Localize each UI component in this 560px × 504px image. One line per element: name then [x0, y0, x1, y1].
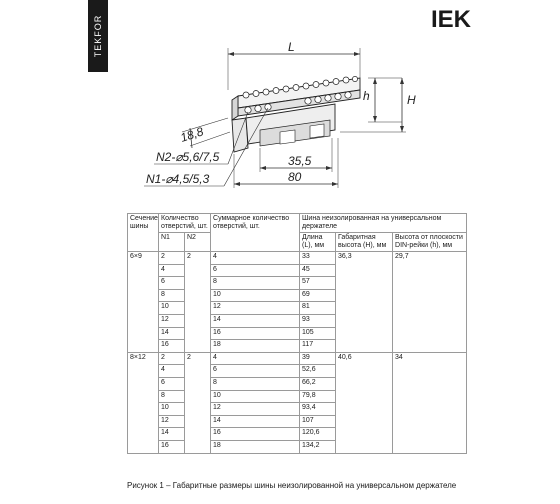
- figure-caption: Рисунок 1 – Габаритные размеры шины неизолированной на универсальном держателе: [127, 481, 457, 490]
- table-row: [128, 352, 467, 365]
- cell-n1: 10: [159, 302, 185, 315]
- spec-table: [127, 213, 467, 454]
- cell-section: 6×9: [128, 252, 159, 353]
- header-length: Длина (L), мм: [300, 233, 336, 252]
- cell-total: 14: [211, 415, 300, 428]
- cell-n1: 16: [159, 440, 185, 453]
- header-overall-height: Габаритная высота (H), мм: [336, 233, 393, 252]
- cell-n1: 8: [159, 289, 185, 302]
- cell-total: 6: [211, 365, 300, 378]
- dim-label-rail: 35,5: [288, 154, 312, 168]
- cell-n1: 14: [159, 327, 185, 340]
- cell-length: 52,6: [300, 365, 336, 378]
- cell-length: 107: [300, 415, 336, 428]
- cell-n1: 12: [159, 314, 185, 327]
- dim-label-depth: 18,8: [178, 124, 206, 145]
- cell-total: 12: [211, 302, 300, 315]
- header-section: Сечение шины: [128, 214, 159, 252]
- cell-n1: 6: [159, 377, 185, 390]
- cell-total: 10: [211, 390, 300, 403]
- brand-vertical-label: TEKFOR: [93, 14, 103, 58]
- cell-total: 18: [211, 340, 300, 353]
- cell-n1: 2: [159, 252, 185, 265]
- cell-total: 16: [211, 428, 300, 441]
- cell-length: 45: [300, 264, 336, 277]
- cell-total: 14: [211, 314, 300, 327]
- dim-label-n2: N2-⌀5,6/7,5: [156, 150, 220, 164]
- cell-length: 117: [300, 340, 336, 353]
- cell-length: 93: [300, 314, 336, 327]
- cell-din-height: 34: [393, 352, 467, 453]
- dim-label-h: h: [363, 89, 370, 103]
- dim-label-width: 80: [288, 170, 302, 184]
- cell-length: 69: [300, 289, 336, 302]
- dim-label-L: L: [288, 40, 295, 54]
- dimension-drawing: [120, 40, 460, 210]
- cell-total: 8: [211, 277, 300, 290]
- cell-overall-height: 36,3: [336, 252, 393, 353]
- brand-vertical-bar: [88, 0, 108, 72]
- cell-length: 105: [300, 327, 336, 340]
- cell-total: 10: [211, 289, 300, 302]
- cell-din-height: 29,7: [393, 252, 467, 353]
- cell-n1: 10: [159, 403, 185, 416]
- cell-length: 79,8: [300, 390, 336, 403]
- cell-n1: 8: [159, 390, 185, 403]
- header-holes-count: Количество отверстий, шт.: [159, 214, 211, 233]
- cell-n1: 2: [159, 352, 185, 365]
- cell-length: 81: [300, 302, 336, 315]
- dim-label-n1: N1-⌀4,5/5,3: [146, 172, 210, 186]
- cell-overall-height: 40,6: [336, 352, 393, 453]
- cell-n1: 12: [159, 415, 185, 428]
- cell-section: 8×12: [128, 352, 159, 453]
- iek-logo: [431, 6, 481, 30]
- cell-length: 66,2: [300, 377, 336, 390]
- cell-total: 18: [211, 440, 300, 453]
- cell-total: 4: [211, 252, 300, 265]
- cell-n1: 14: [159, 428, 185, 441]
- header-total-holes: Суммарное количество отверстий, шт.: [211, 214, 300, 252]
- header-bus-group: Шина неизолированная на универсальном держателе: [300, 214, 467, 233]
- cell-length: 93,4: [300, 403, 336, 416]
- cell-total: 12: [211, 403, 300, 416]
- cell-total: 16: [211, 327, 300, 340]
- cell-total: 8: [211, 377, 300, 390]
- cell-n1: 6: [159, 277, 185, 290]
- cell-total: 4: [211, 352, 300, 365]
- header-din-height: Высота от плоскости DIN-рейки (h), мм: [393, 233, 467, 252]
- cell-length: 39: [300, 352, 336, 365]
- cell-n1: 16: [159, 340, 185, 353]
- dim-label-H: H: [407, 93, 416, 107]
- cell-total: 6: [211, 264, 300, 277]
- cell-n2: 2: [185, 252, 211, 353]
- cell-length: 33: [300, 252, 336, 265]
- header-n2: N2: [185, 233, 211, 252]
- cell-length: 134,2: [300, 440, 336, 453]
- cell-n1: 4: [159, 365, 185, 378]
- cell-length: 57: [300, 277, 336, 290]
- cell-n1: 4: [159, 264, 185, 277]
- table-row: [128, 252, 467, 265]
- header-n1: N1: [159, 233, 185, 252]
- logo-text: IEK: [431, 6, 472, 30]
- cell-length: 120,6: [300, 428, 336, 441]
- cell-n2: 2: [185, 352, 211, 453]
